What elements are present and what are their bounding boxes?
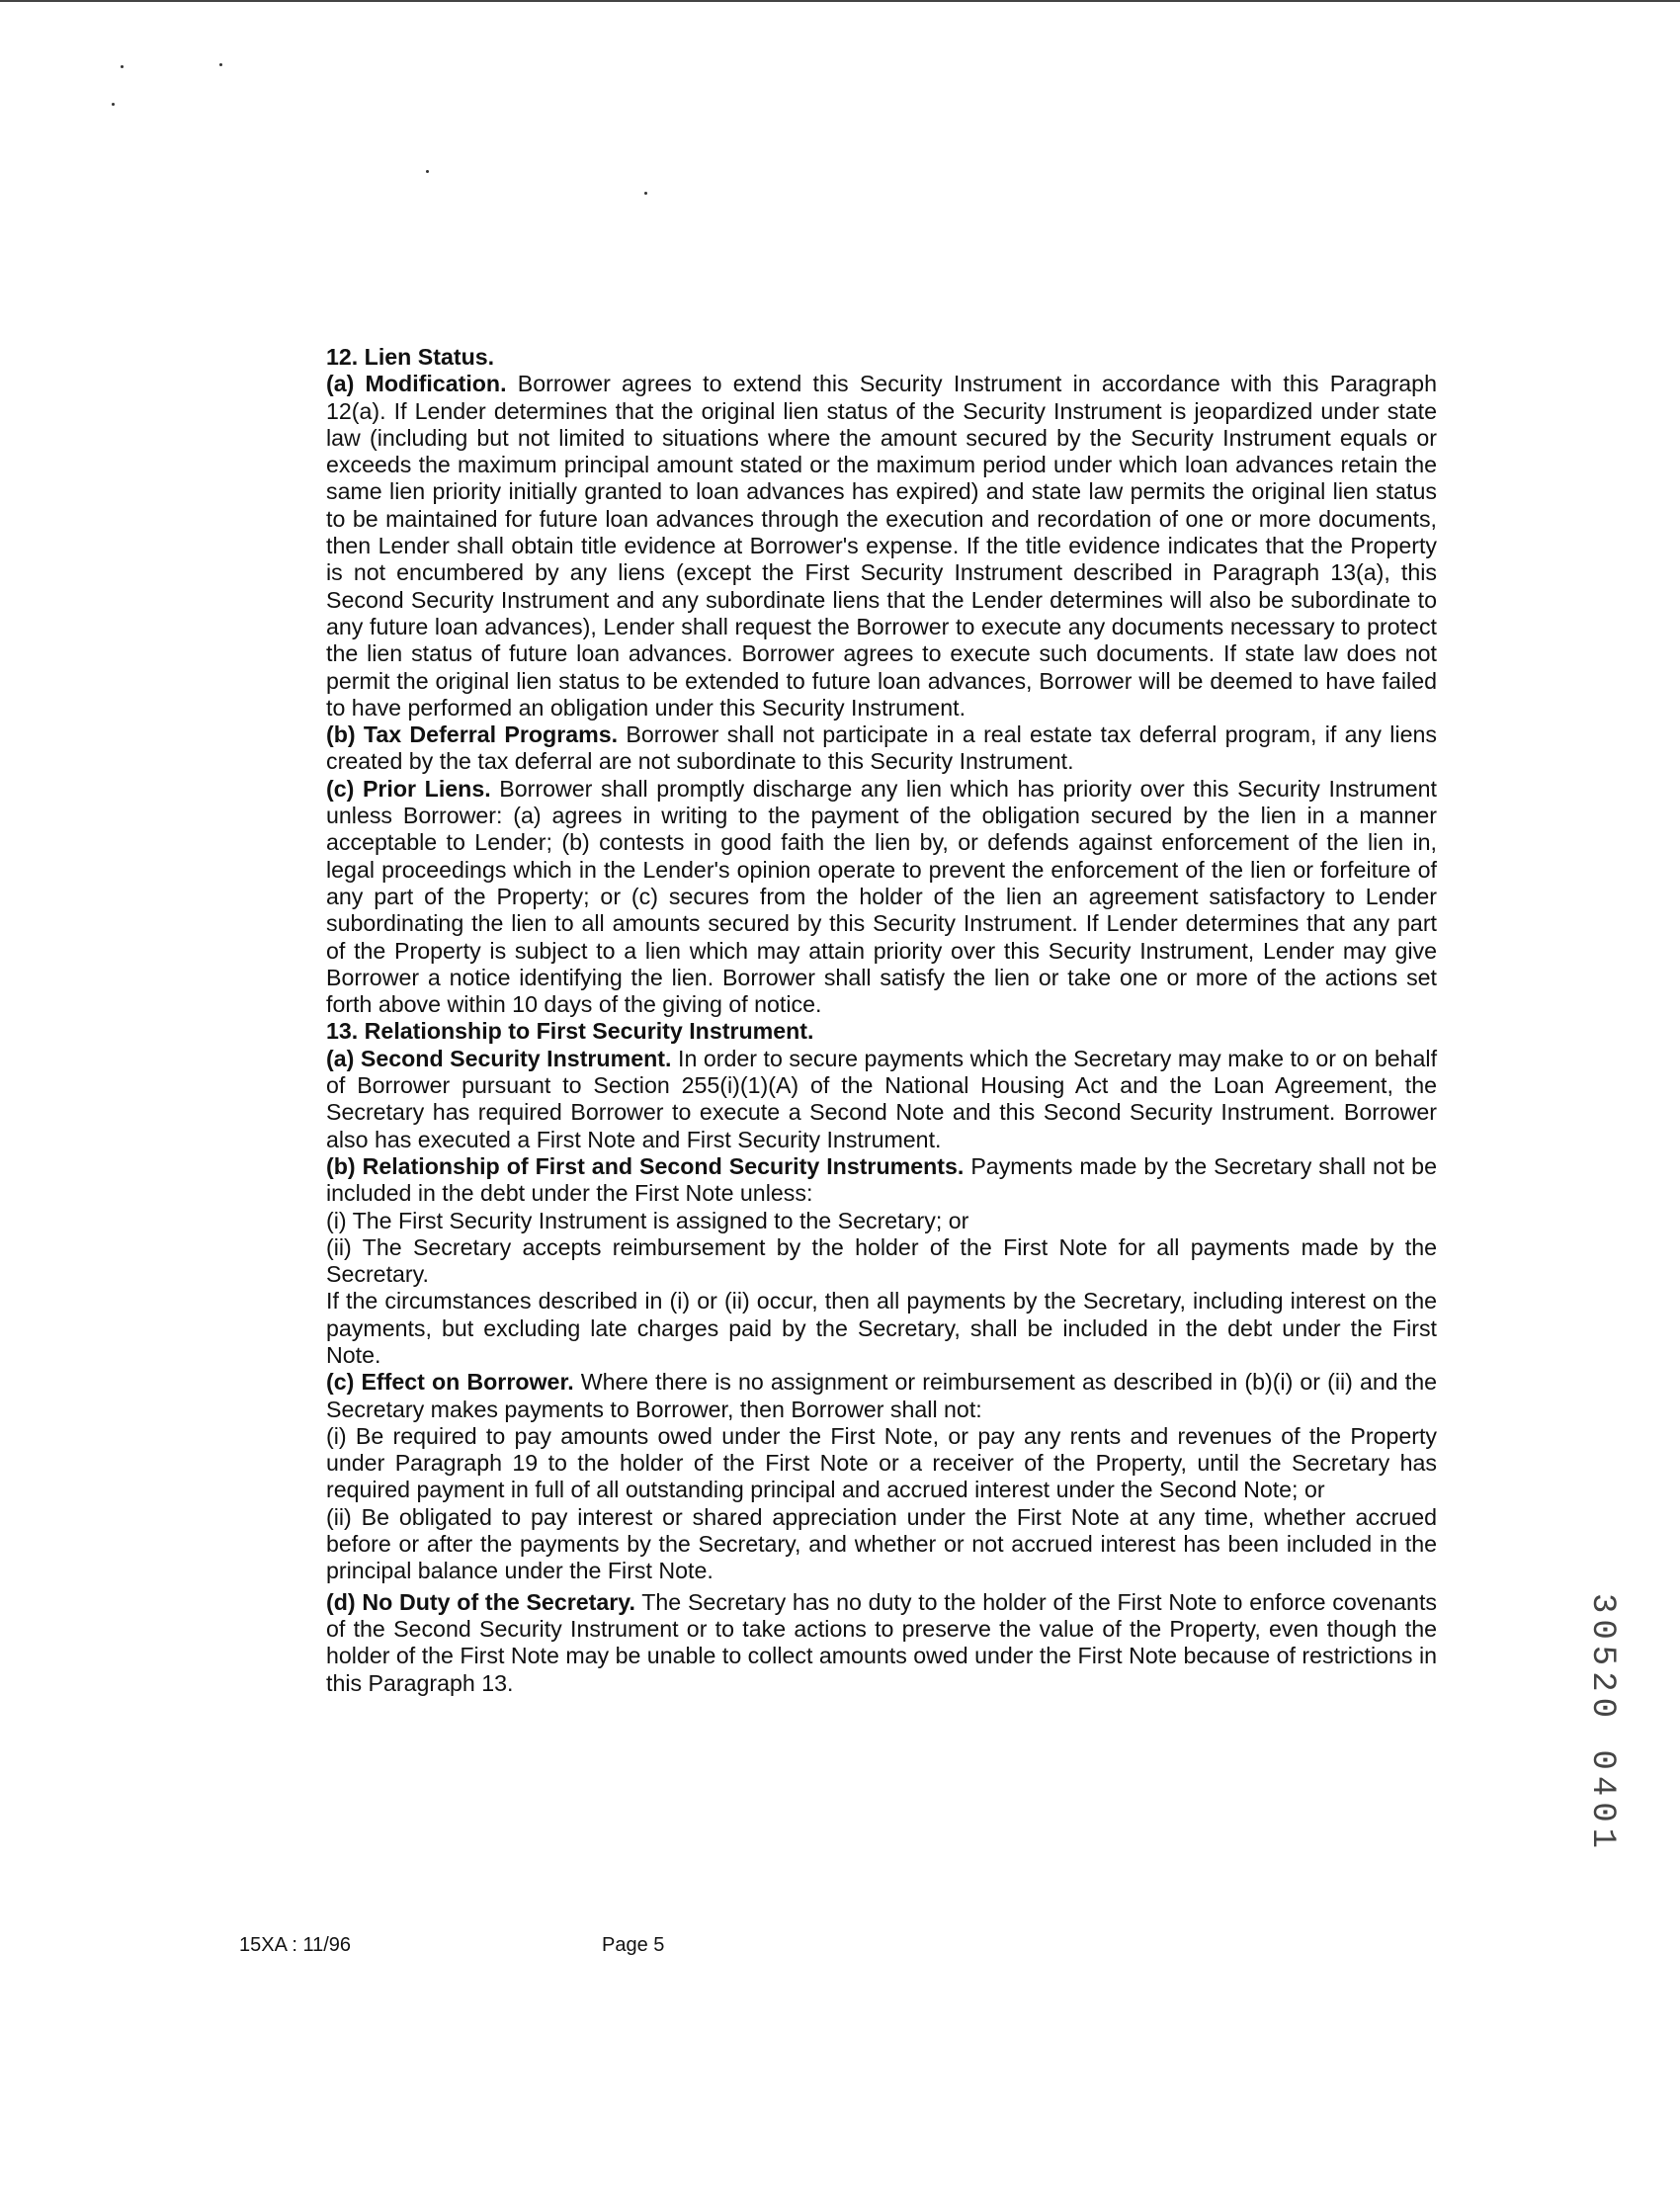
section-12b-text: Borrower shall not participate in a real estate tax deferral program, if any liens created by the tax deferral are not subordinate to this Security Instrument. xyxy=(326,721,1437,775)
scan-speck xyxy=(644,192,647,195)
section-12a-title: (a) Modification. xyxy=(326,371,507,397)
section-12b-title: (b) Tax Deferral Programs. xyxy=(326,721,619,748)
section-12a xyxy=(326,371,1437,721)
document-body xyxy=(326,344,1437,1697)
section-12c-text: Borrower shall promptly discharge any lien which has priority over this Security Instrument unless Borrower: (a) agrees in writing to the payment of the obligation secured by the lien in a manner acceptable to Lender; (b) contests in good faith the lien by, or defends against enforcement of the lien in, legal proceedings which in the Lender's opinion operate to prevent the enforcement of the lien or forfeiture of any part of the Property; or (c) secures from the holder of the lien an agreement satisfactory to Lender subordinating the lien to all amounts secured by this Security Instrument. If Lender determines that any part of the Property is subject to a lien which may attain priority over this Security Instrument, Lender may give Borrower a notice identifying the lien. Borrower shall satisfy the lien or take one or more of the actions set forth above within 10 days of the giving of notice. xyxy=(326,775,1437,1018)
section-13b-i: (i) The First Security Instrument is assigned to the Secretary; or xyxy=(326,1207,969,1233)
section-13d-text: The Secretary has no duty to the holder of the First Note to enforce covenants of the Second Security Instrument or to take actions to preserve the value of the Property, even though the holder of the First Note may be unable to collect amounts owed under the First Note because of restrictions in this Paragraph 13. xyxy=(326,1588,1437,1696)
section-13a xyxy=(326,1046,1437,1153)
section-13b-title: (b) Relationship of First and Second Security Instruments. xyxy=(326,1152,965,1179)
section-12c-title: (c) Prior Liens. xyxy=(326,775,491,802)
scan-speck xyxy=(112,103,115,106)
section-12-heading: 12. Lien Status. xyxy=(326,344,495,370)
section-13a-text: In order to secure payments which the Secretary may make to or on behalf of Borrower pursuant to Section 255(i)(1)(A) of the National Housing Act and the Loan Agreement, the Secretary has required Borrower to execute a Second Note and this Second Security Instrument. Borrower also has executed a First Note and First Security Instrument. xyxy=(326,1045,1438,1152)
section-13b xyxy=(326,1153,1437,1208)
scan-speck xyxy=(426,170,429,173)
section-13d xyxy=(326,1589,1437,1697)
section-13a-title: (a) Second Security Instrument. xyxy=(326,1045,672,1071)
section-13c xyxy=(326,1369,1437,1423)
page-number: Page 5 xyxy=(602,1934,665,1956)
document-stamp: 30520 0401 xyxy=(1583,1593,1621,1855)
section-12a-text: Borrower agrees to extend this Security Instrument in accordance with this Paragraph 12(a). If Lender determines that the original lien status of the Security Instrument is jeopardized under state law (including but not limited to situations where the amount secured by the Security Instrument equals or exceeds the maximum principal amount stated or the maximum period under which loan advances retain the same lien priority initially granted to loan advances has expired) and state law permits the original lien status to be maintained for future loan advances through the execution and recordation of one or more documents, then Lender shall obtain title evidence at Borrower's expense. If the title evidence indicates that the Property is not encumbered by any liens (except the First Security Instrument described in Paragraph 13(a), this Second Security Instrument and any subordinate liens that the Lender determines will also be subordinate to any future loan advances), Lender shall request the Borrower to execute any documents necessary to protect the lien status of future loan advances. Borrower agrees to execute such documents. If state law does not permit the original lien status to be extended to future loan advances, Borrower will be deemed to have failed to have performed an obligation under this Security Instrument. xyxy=(326,371,1437,721)
section-12b xyxy=(326,721,1437,776)
section-13b-text: Payments made by the Secretary shall not be included in the debt under the First Note unless: xyxy=(326,1152,1437,1207)
section-13c-i: (i) Be required to pay amounts owed under the First Note, or pay any rents and revenues of the Property under Paragraph 19 to the holder of the First Note or a receiver of the Property, until the Secretary has required payment in full of all outstanding principal and accrued interest under the Second Note; or xyxy=(326,1422,1437,1503)
section-13c-text: Where there is no assignment or reimbursement as described in (b)(i) or (ii) and the Secretary makes payments to Borrower, then Borrower shall not: xyxy=(326,1369,1437,1422)
section-13c-title: (c) Effect on Borrower. xyxy=(326,1369,574,1396)
section-13-heading: 13. Relationship to First Security Instrument. xyxy=(326,1018,814,1045)
scan-speck xyxy=(121,65,124,68)
section-13b-after: If the circumstances described in (i) or (ii) occur, then all payments by the Secretary, including interest on the payments, but excluding late charges paid by the Secretary, shall be included in the debt under the First Note. xyxy=(326,1288,1437,1368)
section-13b-ii: (ii) The Secretary accepts reimbursement by the holder of the First Note for all payments made by the Secretary. xyxy=(326,1233,1437,1288)
section-12c xyxy=(326,776,1437,1019)
form-code: 15XA : 11/96 xyxy=(239,1934,352,1956)
section-13d-title: (d) No Duty of the Secretary. xyxy=(326,1588,635,1615)
scan-speck xyxy=(219,63,222,66)
section-13c-ii: (ii) Be obligated to pay interest or shared appreciation under the First Note at any time, whether accrued before or after the payments by the Secretary, and whether or not accrued interest has been included in the principal balance under the First Note. xyxy=(326,1503,1437,1584)
scan-top-edge xyxy=(0,0,1680,2)
